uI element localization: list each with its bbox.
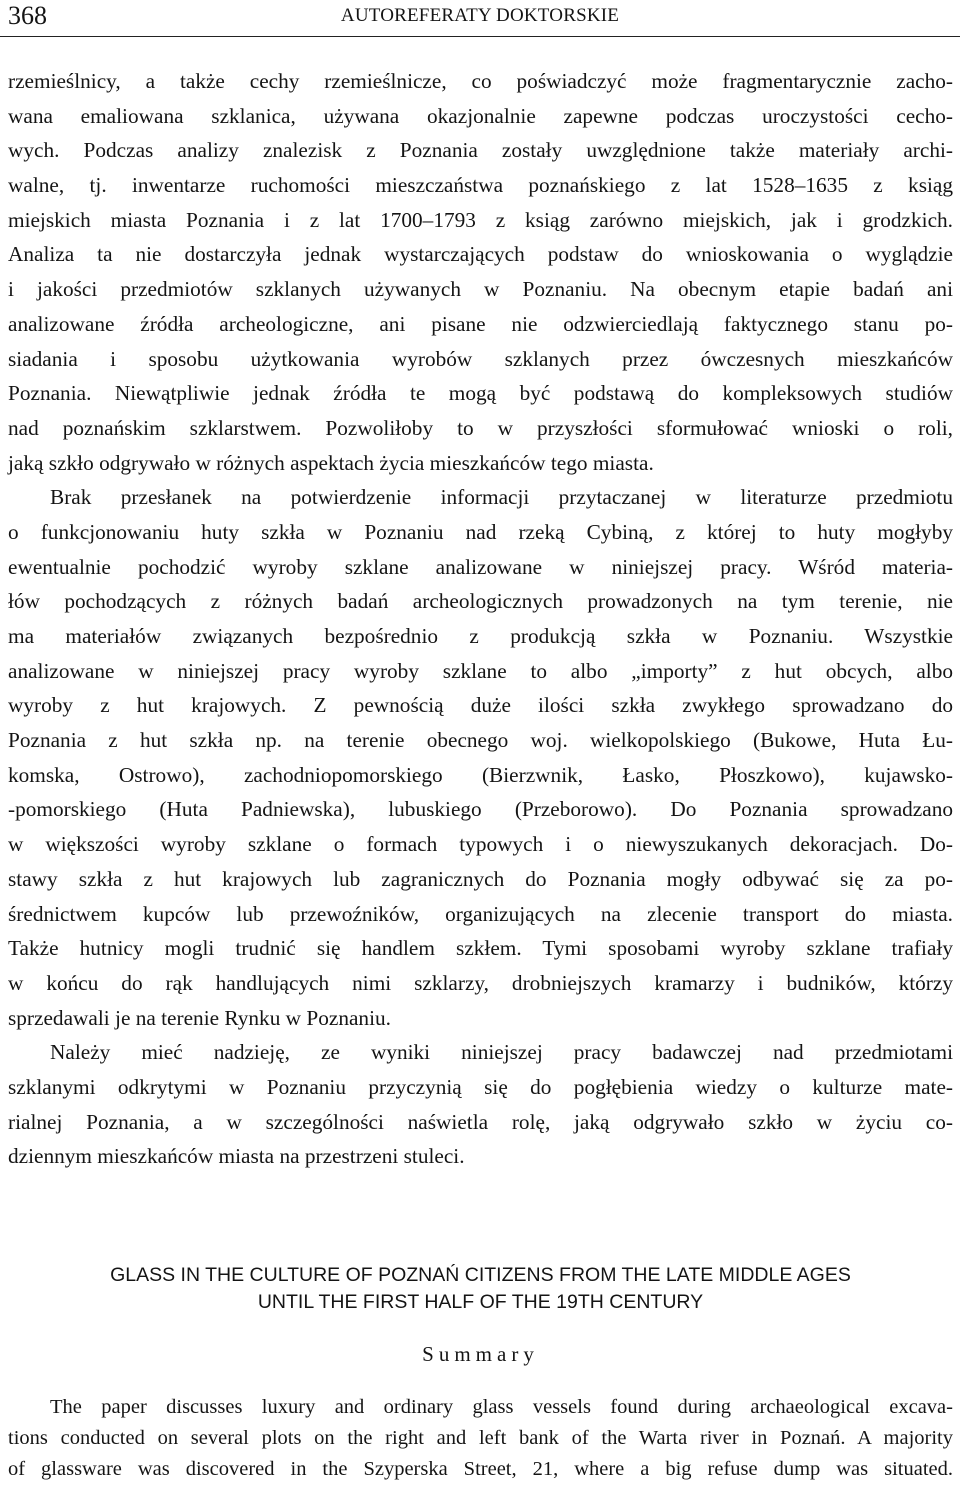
paragraph-1-line: nad poznańskim szklarstwem. Pozwoliłoby to w przyszłości sformułować wnioski o roli, (8, 415, 953, 440)
paragraph-2-line: stawy szkła z hut krajowych lub zagranicznych do Poznania mogły odbywać się za po- (8, 866, 953, 891)
summary-title (8, 1262, 953, 1316)
page-header (0, 0, 960, 37)
page-number: 368 (8, 1, 47, 30)
paragraph-2-line: komska, Ostrowo), zachodniopomorskiego (Bierzwnik, Łasko, Płoszkowo), kujawsko- (8, 762, 953, 787)
paragraph-1-line: rzemieślnicy, a także cechy rzemieślnicze, co poświadczyć może fragmentarycznie zacho- (8, 69, 953, 93)
summary-line: The paper discusses luxury and ordinary glass vessels found during archaeological excava- (50, 1396, 953, 1418)
running-head: AUTOREFERATY DOKTORSKIE (340, 5, 620, 26)
paragraphs (8, 64, 953, 1174)
paragraph-1-line: Poznania. Niewątpliwie jednak źródła te mogą być podstawą do kompleksowych studiów (8, 381, 953, 406)
paragraph-1-line: i jakości przedmiotów szklanych używanych w Poznaniu. Na obecnym etapie badań ani (8, 277, 953, 302)
paragraph-1-line: jaką szkło odgrywało w różnych aspektach życia mieszkańców tego miasta. (8, 450, 654, 475)
paragraph-3-line: rialnej Poznania, a w szczególności naświetla rolę, jaką odgrywało szkło w życiu co- (8, 1109, 953, 1134)
paragraph-3-line: szklanymi odkrytymi w Poznaniu przyczynią się do pogłębienia wiedzy o kulturze mate- (8, 1074, 953, 1099)
paragraph-2-line: o funkcjonowaniu huty szkła w Poznaniu nad rzeką Cybiną, z której to huty mogłyby (8, 519, 953, 544)
paragraph-1-line: wych. Podczas analizy znalezisk z Poznania zostały uwzględnione także materiały archi- (8, 138, 953, 163)
paragraph-1-line: analizowane źródła archeologiczne, ani pisane nie odzwierciedlają faktycznego stanu po- (8, 311, 953, 336)
paragraph-2-line: ewentualnie pochodzić wyroby szklane analizowane w niniejszej pracy. Wśród materia- (8, 554, 953, 579)
paragraph-1-line: wana emaliowana szklanica, używana okazjonalnie zapewne podczas uroczystości cecho- (8, 103, 953, 128)
paragraph-2-line: wyroby z hut krajowych. Z pewnością duże ilości szkła zwykłego sprowadzano do (8, 693, 953, 718)
paragraph-2-line: Także hutnicy mogli trudnić się handlem szkłem. Tymi sposobami wyroby szklane trafiały (8, 936, 953, 961)
paragraph-3-line: dziennym mieszkańców miasta na przestrzeni stuleci. (8, 1144, 465, 1169)
paragraph-2-line: łów pochodzących z różnych badań archeologicznych prowadzonych na tym terenie, nie (8, 589, 953, 614)
paragraph-2-line: średnictwem kupców lub przewoźników, organizujących na zlecenie transport do miasta. (8, 901, 953, 926)
paragraph-2-line: w końcu do rąk handlujących nimi szklarzy, drobniejszych kramarzy i budników, którzy (8, 970, 953, 995)
english-summary (8, 1262, 953, 1485)
paragraph-2-line: -pomorskiego (Huta Padniewska), lubuskiego (Przeborowo). Do Poznania sprowadzano (8, 797, 953, 822)
paragraph-1-line: Analiza ta nie dostarczyła jednak wystarczających podstaw do wnioskowania o wyglądzie (8, 242, 953, 267)
summary-title-line-2: UNTIL THE FIRST HALF OF THE 19TH CENTURY (257, 1291, 704, 1313)
paragraph-3-line: Należy mieć nadzieję, ze wyniki niniejszej pracy badawczej nad przedmiotami (50, 1040, 953, 1065)
paragraph-1-line: walne, tj. inwentarze ruchomości mieszczaństwa poznańskiego z lat 1528–1635 z ksiąg (8, 173, 953, 198)
paragraph-1-line: siadania i sposobu użytkowania wyrobów szklanych przez ówczesnych mieszkańców (8, 346, 953, 371)
summary-title-line-1: GLASS IN THE CULTURE OF POZNAŃ CITIZENS FROM THE LATE MIDDLE AGES (110, 1264, 851, 1286)
paragraph-2-line: analizowane w niniejszej pracy wyroby szklane to albo „importy” z hut obcych, albo (8, 658, 953, 683)
paragraph-2-line: Poznania z hut szkła np. na terenie obecnego woj. wielkopolskiego (Bukowe, Huta Łu- (8, 728, 953, 753)
paragraph-2-line: sprzedawali je na terenie Rynku w Poznaniu. (8, 1005, 391, 1030)
paragraph-2-line: ma materiałów związanych bezpośrednio z produkcją szkła w Poznaniu. Wszystkie (8, 624, 953, 648)
summary-heading: Summary (422, 1342, 539, 1366)
paragraph-2-line: w większości wyroby szklane o formach typowych i o niewyszukanych dekoracjach. Do- (8, 832, 953, 857)
summary-body (8, 1392, 953, 1485)
paragraph-1-line: miejskich miasta Poznania i z lat 1700–1793 z ksiąg zarówno miejskich, jak i grodzkich. (8, 207, 953, 232)
paragraph-2-line: Brak przesłanek na potwierdzenie informacji przytaczanej w literaturze przedmiotu (50, 485, 953, 510)
body-text (8, 64, 953, 1174)
summary-line: tions conducted on several plots on the right and left bank of the Warta river in Poznań. A majority (8, 1427, 953, 1449)
summary-line: of glassware was discovered in the Szyperska Street, 21, where a big refuse dump was situated. (8, 1458, 953, 1480)
